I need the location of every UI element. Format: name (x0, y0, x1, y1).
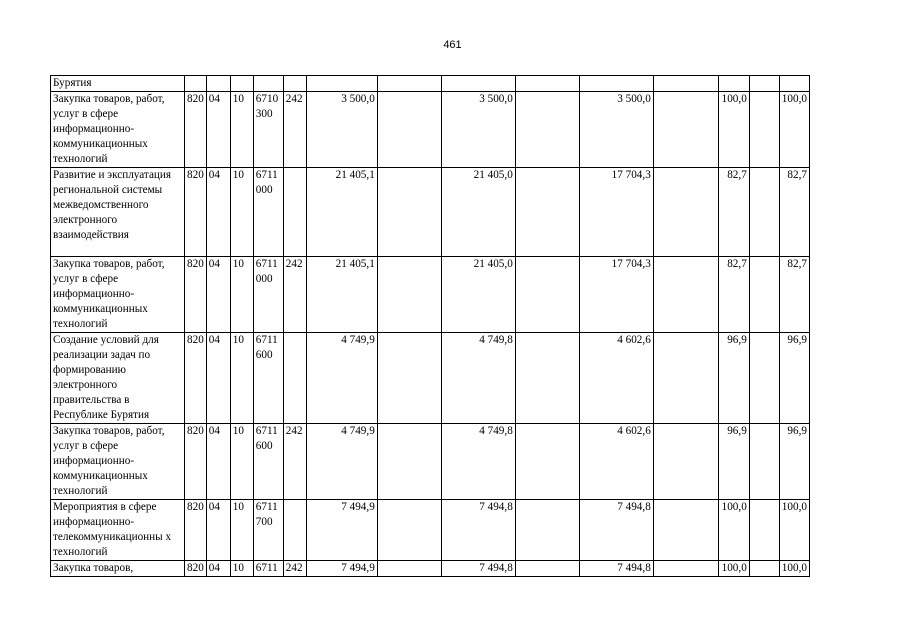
table-row (51, 168, 810, 257)
cell-ministry: 820 (185, 561, 207, 577)
cell-empty (653, 424, 718, 500)
cell-executed: 17 704,3 (579, 257, 653, 333)
cell-empty (749, 561, 779, 577)
cell-pct-plan: 82,7 (718, 257, 749, 333)
cell-empty (653, 561, 718, 577)
cell-ministry: 820 (185, 168, 207, 257)
cell-name: Создание условий для реализации задач по формированию электронного правительства в Республике Бурятия (51, 333, 185, 424)
cell-pct-refined: 82,7 (779, 257, 809, 333)
cell-type: 242 (283, 257, 306, 333)
cell-executed: 7 494,8 (579, 561, 653, 577)
cell-pct-plan: 96,9 (718, 333, 749, 424)
cell-empty (749, 500, 779, 561)
cell-empty (749, 257, 779, 333)
cell-name: Закупка товаров, работ, услуг в сфере информационно-коммуникационных технологий (51, 92, 185, 168)
cell-empty (377, 257, 441, 333)
table-row (51, 424, 810, 500)
cell-name: Закупка товаров, работ, услуг в сфере информационно-коммуникационных технологий (51, 257, 185, 333)
cell-section: 04 (206, 168, 230, 257)
cell-empty (749, 168, 779, 257)
cell-subsection: 10 (230, 561, 253, 577)
cell-empty (749, 92, 779, 168)
cell-refined: 3 500,0 (441, 92, 515, 168)
cell-section: 04 (206, 257, 230, 333)
table-row (51, 333, 810, 424)
cell-name: Развитие и эксплуатация региональной системы межведомственного электронного взаимодействия (51, 168, 185, 257)
cell-executed: 17 704,3 (579, 168, 653, 257)
cell-name: Закупка товаров, (51, 561, 185, 577)
cell-refined: 7 494,8 (441, 500, 515, 561)
cell-pct-refined: 96,9 (779, 333, 809, 424)
cell-empty (377, 333, 441, 424)
cell-target: 6710 300 (253, 92, 283, 168)
cell-target: 6711 000 (253, 257, 283, 333)
cell-empty (515, 561, 579, 577)
cell-target: 6711 600 (253, 424, 283, 500)
cell-name: Мероприятия в сфере информационно-телекоммуникационны х технологий (51, 500, 185, 561)
cell-ministry: 820 (185, 500, 207, 561)
page-number: 461 (443, 39, 462, 51)
cell-empty (653, 333, 718, 424)
cell-empty (653, 92, 718, 168)
cell-plan: 3 500,0 (306, 92, 377, 168)
table-row (51, 561, 810, 577)
cell-section: 04 (206, 561, 230, 577)
cell-pct-refined: 100,0 (779, 500, 809, 561)
cell-refined: 21 405,0 (441, 168, 515, 257)
budget-table (50, 75, 810, 577)
cell-section: 04 (206, 92, 230, 168)
cell-type: 242 (283, 92, 306, 168)
cell-empty (749, 424, 779, 500)
cell-empty (515, 92, 579, 168)
cell-refined: 4 749,8 (441, 424, 515, 500)
cell-pct-refined: 100,0 (779, 561, 809, 577)
cell-ministry: 820 (185, 92, 207, 168)
cell-empty (653, 257, 718, 333)
cell-target: 6711 (253, 561, 283, 577)
cell-empty (377, 92, 441, 168)
cell-pct-refined: 82,7 (779, 168, 809, 257)
cell-pct-refined: 100,0 (779, 92, 809, 168)
cell-executed: 7 494,8 (579, 500, 653, 561)
cell-executed: 4 602,6 (579, 424, 653, 500)
cell-refined: 7 494,8 (441, 561, 515, 577)
cell-empty (515, 333, 579, 424)
cell-type (283, 333, 306, 424)
cell-target: 6711 000 (253, 168, 283, 257)
cell-type (283, 500, 306, 561)
cell-type (283, 168, 306, 257)
cell-ministry: 820 (185, 257, 207, 333)
cell-type: 242 (283, 424, 306, 500)
cell-empty (653, 168, 718, 257)
cell-plan: 4 749,9 (306, 424, 377, 500)
cell-empty (515, 500, 579, 561)
cell-subsection: 10 (230, 424, 253, 500)
cell-pct-refined: 96,9 (779, 424, 809, 500)
table-row (51, 500, 810, 561)
cell-target: 6711 700 (253, 500, 283, 561)
cell-section: 04 (206, 500, 230, 561)
table-row (51, 92, 810, 168)
cell-ministry: 820 (185, 333, 207, 424)
cell-subsection: 10 (230, 168, 253, 257)
cell-subsection: 10 (230, 257, 253, 333)
cell-empty (377, 500, 441, 561)
cell-refined: 21 405,0 (441, 257, 515, 333)
cell-empty (653, 500, 718, 561)
cell-ministry: 820 (185, 424, 207, 500)
cell-empty (515, 424, 579, 500)
cell-empty (515, 168, 579, 257)
cell-empty (377, 561, 441, 577)
cell-plan: 4 749,9 (306, 333, 377, 424)
table-row (51, 76, 810, 92)
cell-type: 242 (283, 561, 306, 577)
cell-empty (515, 257, 579, 333)
cell-subsection: 10 (230, 333, 253, 424)
cell-pct-plan: 96,9 (718, 424, 749, 500)
cell-pct-plan: 100,0 (718, 500, 749, 561)
table-row (51, 257, 810, 333)
cell-plan: 21 405,1 (306, 257, 377, 333)
cell-name: Закупка товаров, работ, услуг в сфере информационно-коммуникационных технологий (51, 424, 185, 500)
cell-section: 04 (206, 333, 230, 424)
cell-target: 6711 600 (253, 333, 283, 424)
cell-pct-plan: 100,0 (718, 561, 749, 577)
cell-pct-plan: 82,7 (718, 168, 749, 257)
cell-executed: 3 500,0 (579, 92, 653, 168)
cell-subsection: 10 (230, 92, 253, 168)
cell-empty (377, 424, 441, 500)
cell-plan: 7 494,9 (306, 561, 377, 577)
cell-executed: 4 602,6 (579, 333, 653, 424)
cell-plan: 21 405,1 (306, 168, 377, 257)
cell-pct-plan: 100,0 (718, 92, 749, 168)
cell-refined: 4 749,8 (441, 333, 515, 424)
cell-subsection: 10 (230, 500, 253, 561)
cell-name: Бурятия (51, 76, 185, 92)
cell-plan: 7 494,9 (306, 500, 377, 561)
cell-empty (749, 333, 779, 424)
cell-section: 04 (206, 424, 230, 500)
cell-empty (377, 168, 441, 257)
